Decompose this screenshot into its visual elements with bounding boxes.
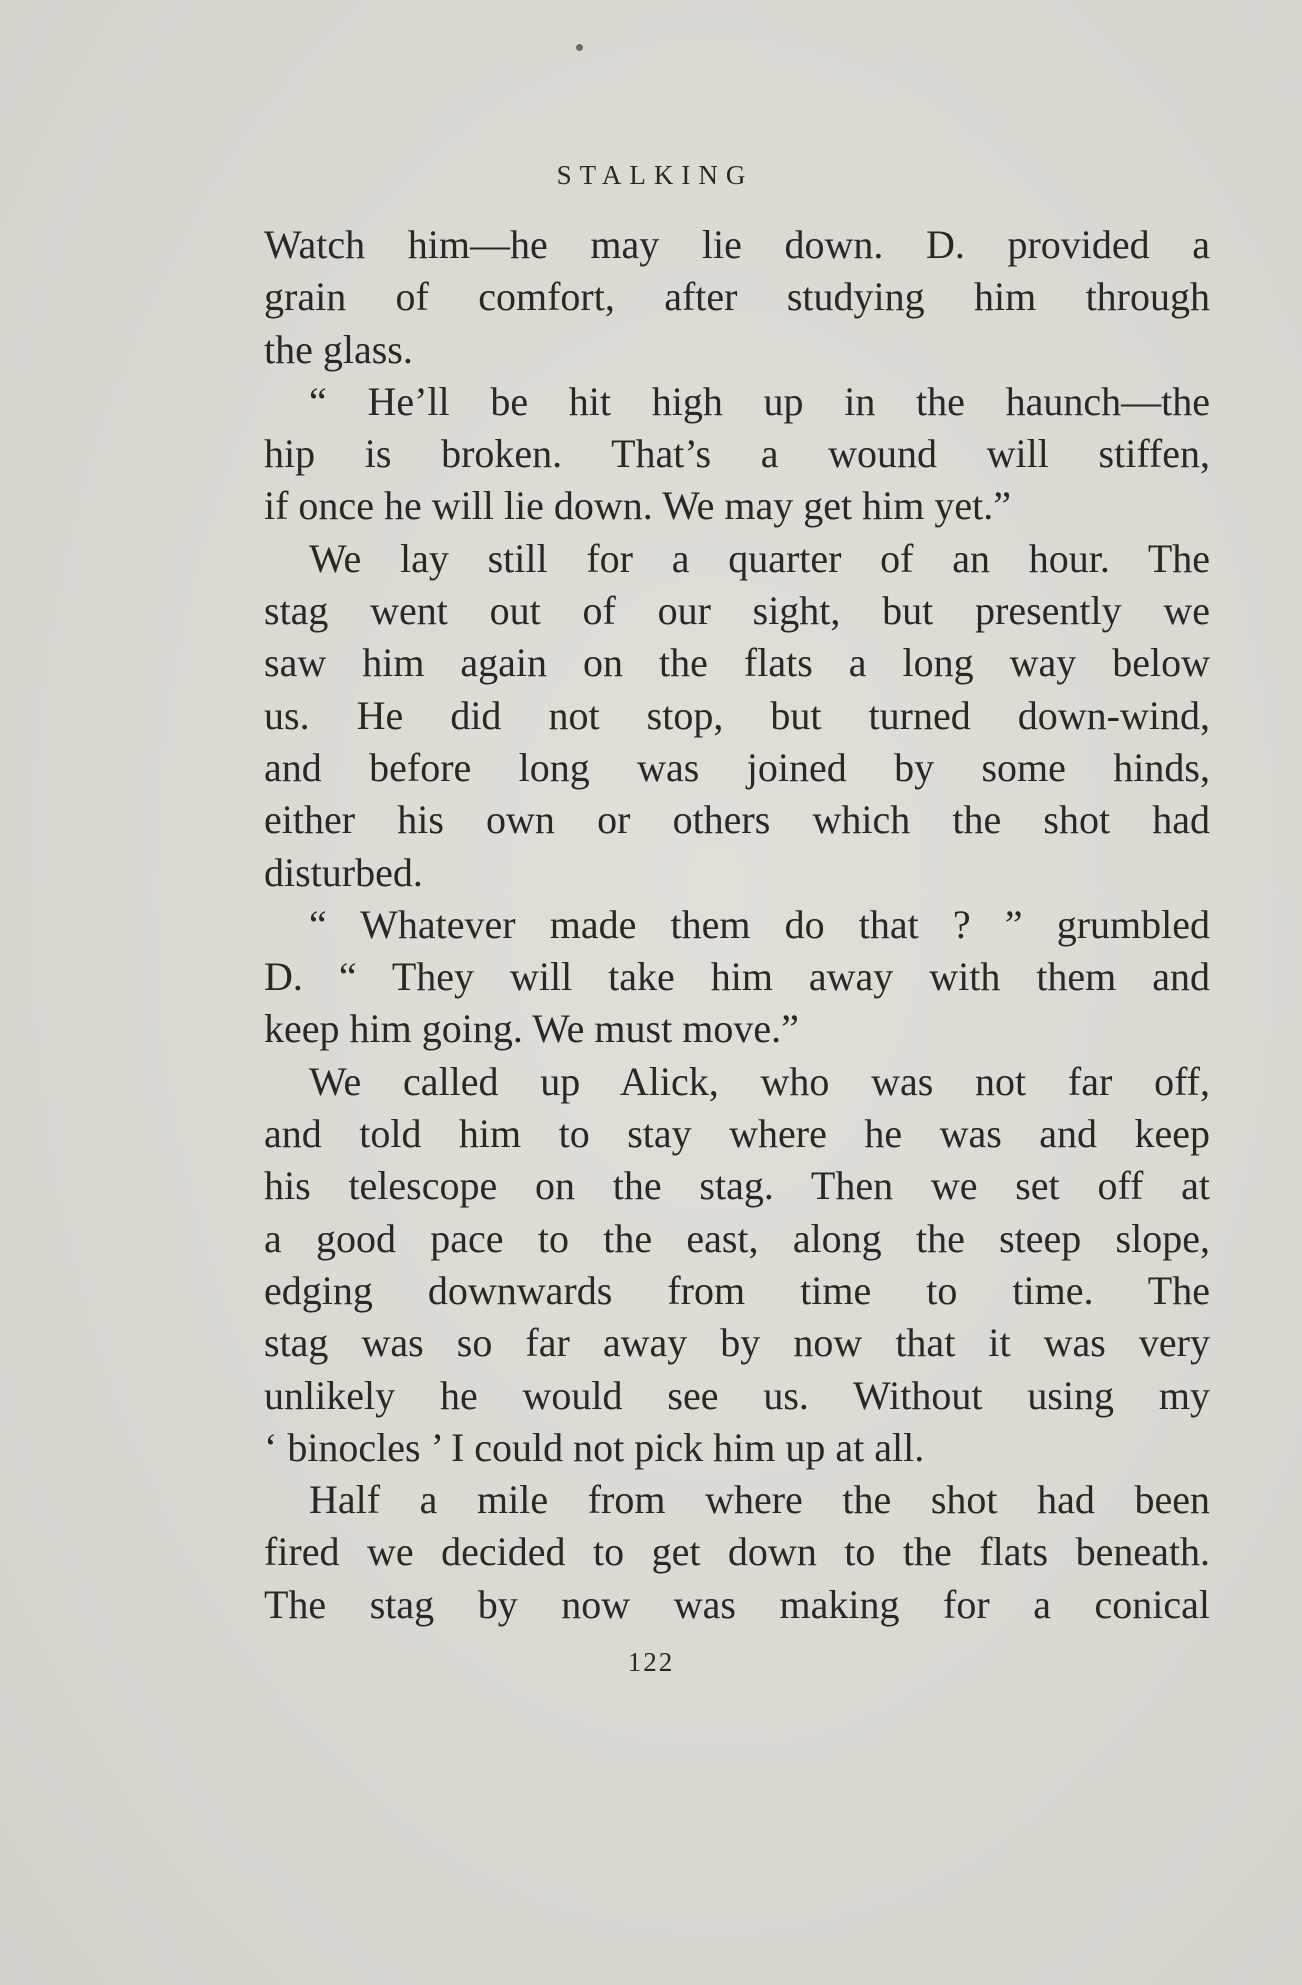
body-text <box>264 219 1210 1631</box>
paragraph <box>264 1474 1210 1631</box>
text-line: “ He’ll be hit high up in the haunch—the <box>309 378 1210 424</box>
text-line: Watch him—he may lie down. D. provided a <box>264 222 1210 267</box>
text-line: stag was so far away by now that it was very <box>264 1320 1210 1366</box>
text-line: unlikely he would see us. Without using my <box>264 1372 1210 1418</box>
text-line: The stag by now was making for a conical <box>264 1581 1210 1627</box>
paragraph <box>264 1056 1210 1474</box>
text-line: and before long was joined by some hinds, <box>264 744 1210 790</box>
text-line: saw him again on the flats a long way below <box>264 640 1210 686</box>
text-line: fired we decided to get down to the flats beneath. <box>264 1529 1210 1575</box>
running-head: STALKING <box>556 160 754 190</box>
text-line: keep him going. We must move.” <box>264 1006 799 1052</box>
paragraph <box>264 376 1210 533</box>
text-line: the glass. <box>264 326 413 372</box>
text-line: a good pace to the east, along the steep slope, <box>264 1215 1210 1261</box>
text-line: his telescope on the stag. Then we set off at <box>264 1163 1210 1209</box>
text-line: disturbed. <box>264 849 423 895</box>
text-line: if once he will lie down. We may get him yet.” <box>264 483 1011 529</box>
paragraph <box>264 533 1210 899</box>
paragraph <box>264 899 1210 1056</box>
paper-speck <box>576 44 583 51</box>
text-line: We called up Alick, who was not far off, <box>309 1058 1210 1104</box>
text-line: edging downwards from time to time. The <box>264 1267 1210 1313</box>
text-line: Half a mile from where the shot had been <box>309 1477 1210 1523</box>
page-number: 122 <box>627 1647 675 1677</box>
text-line: We lay still for a quarter of an hour. The <box>309 535 1210 581</box>
text-line: hip is broken. That’s a wound will stiffen, <box>264 431 1210 477</box>
text-line: stag went out of our sight, but presently we <box>264 588 1210 634</box>
text-line: ‘ binocles ’ I could not pick him up at all. <box>264 1424 925 1470</box>
text-line: either his own or others which the shot had <box>264 797 1210 843</box>
paragraph <box>264 219 1210 376</box>
text-line: D. “ They will take him away with them and <box>264 954 1210 1000</box>
text-line: us. He did not stop, but turned down-wind, <box>264 692 1210 738</box>
text-line: “ Whatever made them do that ? ” grumbled <box>309 901 1210 947</box>
text-line: and told him to stay where he was and keep <box>264 1111 1210 1157</box>
text-line: grain of comfort, after studying him through <box>264 274 1210 320</box>
